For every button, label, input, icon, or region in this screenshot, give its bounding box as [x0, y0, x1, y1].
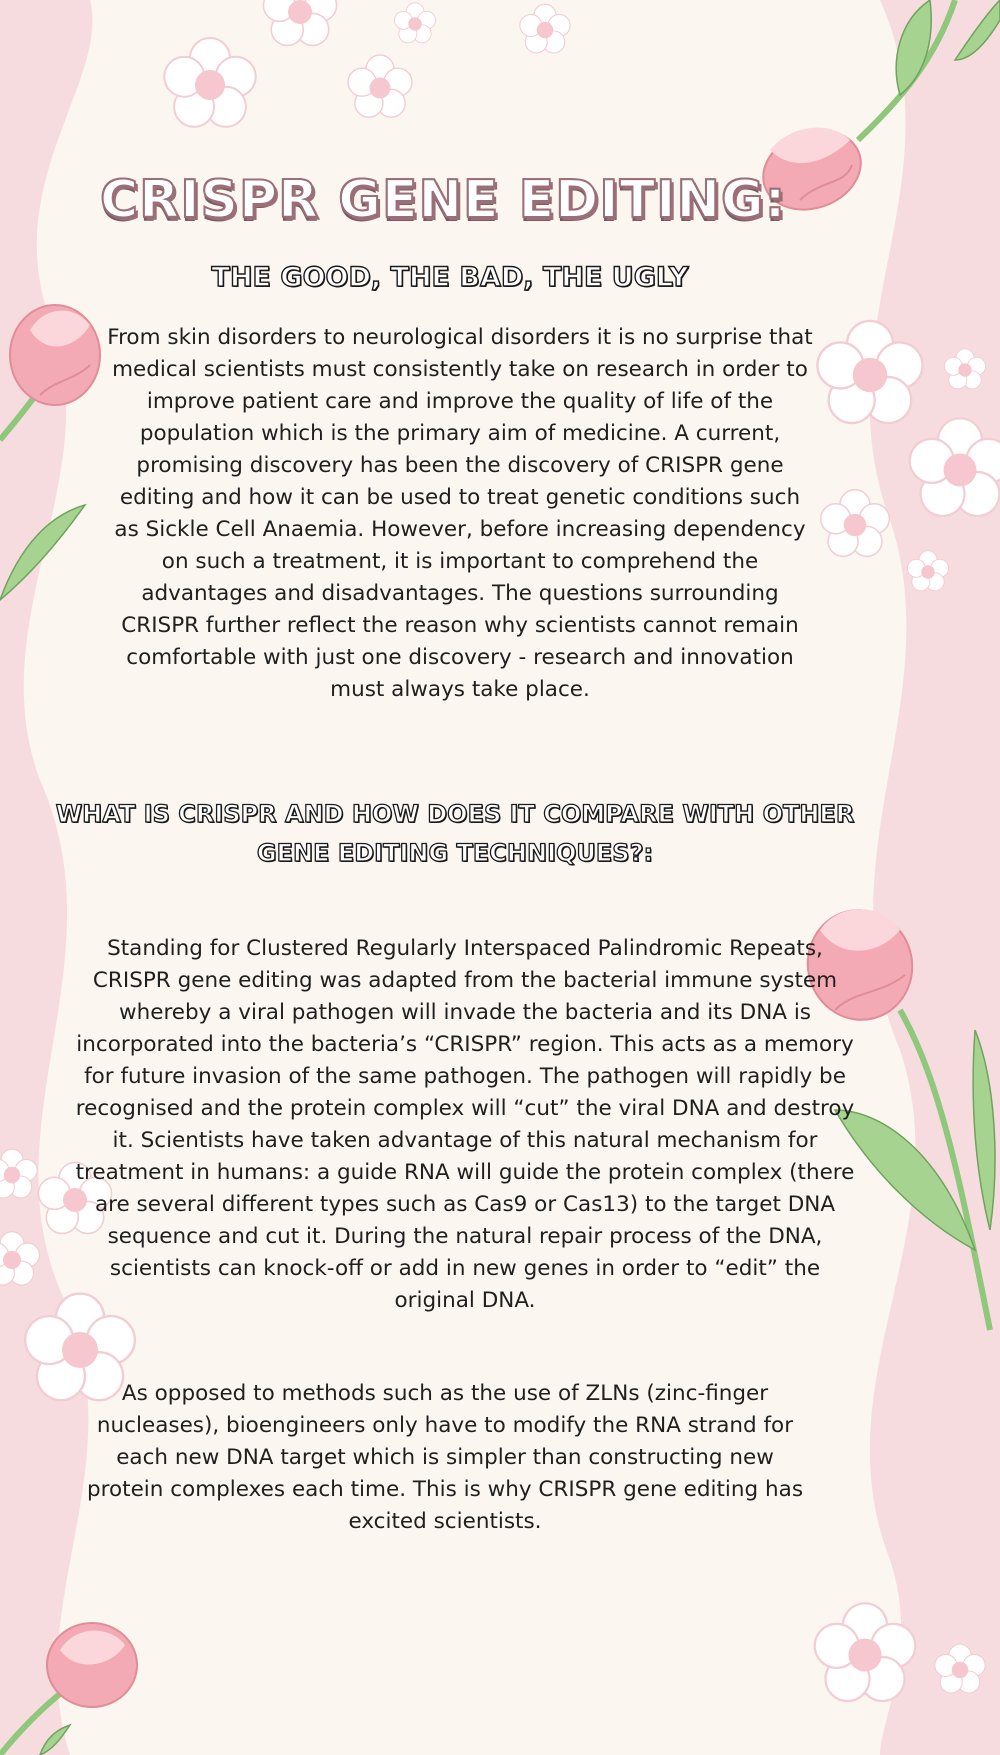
page-subtitle: THE GOOD, THE BAD, THE UGLY — [211, 262, 689, 293]
section-heading: WHAT IS CRISPR AND HOW DOES IT COMPARE WITH OTHER GENE EDITING TECHNIQUES?: — [55, 800, 855, 867]
body-paragraph-2: As opposed to methods such as the use of ZLNs (zinc-finger nucleases), bioengineers only have to modify the RNA strand for each new DNA target which is simpler than constructing new protein complexes each time. This is why CRISPR gene editing has excited scientists. — [86, 1381, 804, 1534]
body-paragraph-1: Standing for Clustered Regularly Interspaced Palindromic Repeats, CRISPR gene editing was adapted from the bacterial immune system whereby a viral pathogen will invade the bacteria and its DNA is incorporated into the bacteria’s “CRISPR” region. This acts as a memory for future invasion of the same pathogen. The pathogen will rapidly be recognised and the protein complex will “cut” the viral DNA and destroy it. Scientists have taken advantage of this natural mechanism for treatment in humans: a guide RNA will guide the protein complex (there are several different types such as Cas9 or Cas13) to the target DNA sequence and cut it. During the natural repair process of the DNA, scientists can knock-off or add in new genes in order to “edit” the original DNA. — [75, 936, 855, 1313]
flower-icon — [263, 0, 336, 45]
intro-paragraph: From skin disorders to neurological disorders it is no surprise that medical scientists must consistently take on research in order to improve patient care and improve the quality of life of the population which is the primary aim of medicine. A current, promising discovery has been the discovery of CRISPR gene editing and how it can be used to treat genetic conditions such as Sickle Cell Anaemia. However, before increasing dependency on such a treatment, it is important to comprehend the advantages and disadvantages. The questions surrounding CRISPR further reflect the reason why scientists cannot remain comfortable with just one discovery - research and innovation must always take place. — [107, 325, 813, 702]
page-title: CRISPR GENE EDITING: — [100, 170, 787, 230]
